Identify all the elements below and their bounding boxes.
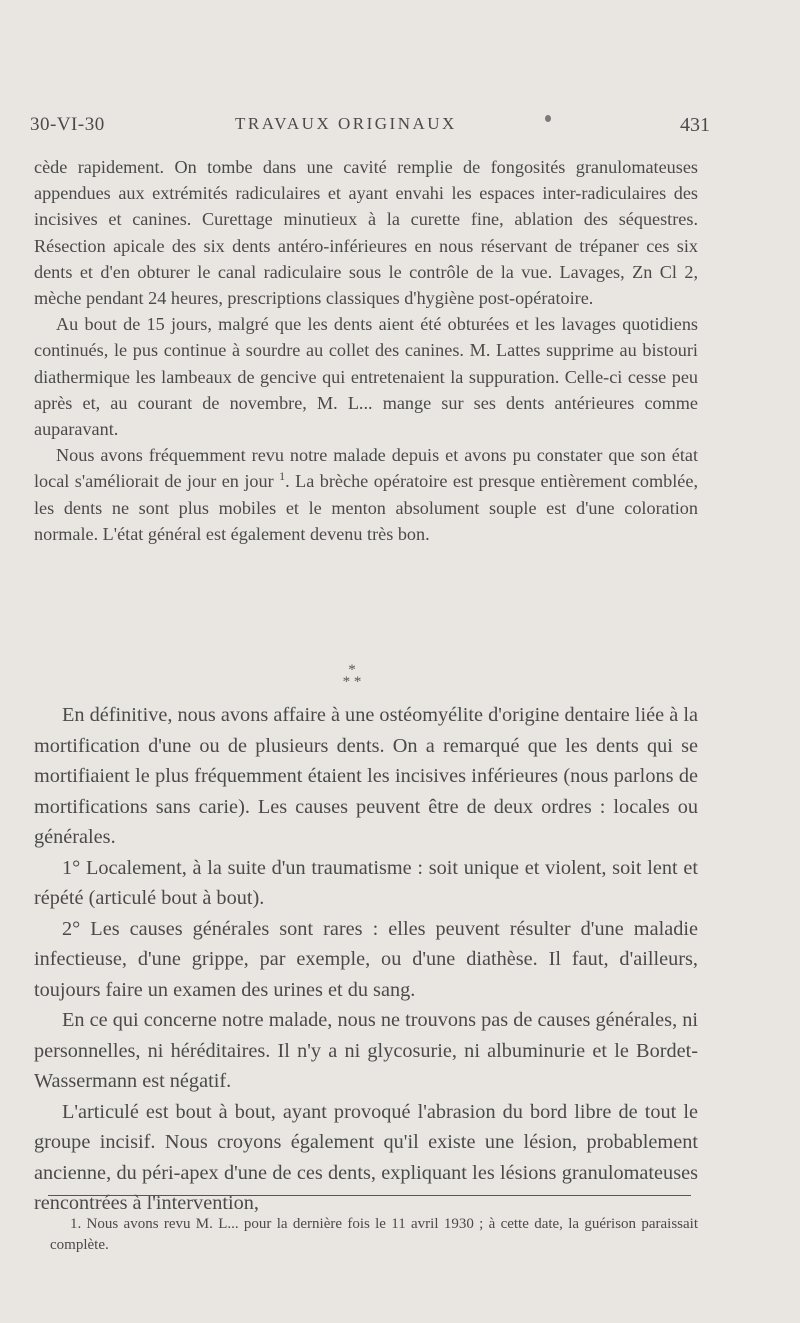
- asterism-top: *: [348, 662, 356, 678]
- header-date: 30-VI-30: [30, 114, 105, 135]
- footnote-rule: [48, 1195, 691, 1196]
- asterism-bottom: * *: [342, 674, 362, 690]
- paragraph: 2° Les causes générales sont rares : elles peuvent résulter d'une maladie infectieuse, d'une grippe, par exemple, ou d'une diathèse. Il faut, d'ailleurs, toujours faire un examen des urines et du sang.: [34, 917, 698, 1001]
- paragraph: Au bout de 15 jours, malgré que les dents aient été obturées et les lavages quotidiens continués, le pus continue à sourdre au collet des canines. M. Lattes supprime au bistouri diathermique les lambeaux de gencive qui entretenaient la suppuration. Celle-ci cesse peu après et, au courant de novembre, M. L... mange sur ses dents antérieures comme auparavant.: [34, 314, 698, 440]
- paragraph: 1° Localement, à la suite d'un traumatisme : soit unique et violent, soit lent et répété (articulé bout à bout).: [34, 856, 698, 909]
- footnote-text: 1. Nous avons revu M. L... pour la dernière fois le 11 avril 1930 ; à cette date, la guérison paraissait complète.: [50, 1216, 698, 1253]
- paragraph: [34, 442, 698, 547]
- footnote: [50, 1214, 698, 1256]
- running-header: [30, 114, 710, 144]
- small-text-block: [34, 154, 698, 547]
- paragraph-text: Nous avons fréquemment revu notre malade depuis et avons pu constater que son état local s'améliorait de jour en jour: [34, 445, 698, 492]
- ink-speck: [545, 115, 551, 122]
- large-text-block: [34, 700, 698, 1219]
- paragraph: En ce qui concerne notre malade, nous ne trouvons pas de causes générales, ni personnelles, ni héréditaires. Il n'y a ni glycosurie, ni albuminurie et le Bordet-Wassermann est négatif.: [34, 1009, 698, 1092]
- header-title: TRAVAUX ORIGINAUX: [235, 114, 457, 133]
- paragraph-text: . La brèche opératoire est presque entièrement comblée, les dents ne sont plus mobiles et le menton absolument souple est d'une coloration normale. L'état général est également devenu très bon.: [34, 471, 699, 544]
- paragraph: L'articulé est bout à bout, ayant provoqué l'abrasion du bord libre de tout le groupe incisif. Nous croyons également qu'il existe une lésion, probablement ancienne, du péri-apex d'une de ces dents, expliquant les lésions granulomateuses rencontrées à l'intervention,: [34, 1100, 698, 1214]
- footnote-ref: 1: [279, 469, 286, 484]
- page-number: 431: [680, 114, 710, 136]
- paragraph: cède rapidement. On tombe dans une cavité remplie de fongosités granulomateuses appendues aux extrémités radiculaires et ayant envahi les espaces inter-radiculaires des incisives et canines. Curettage minutieux à la curette fine, ablation des séquestres. Résection apicale des six dents antéro-inférieures en nous réservant de trépaner ces six dents et d'en obturer le canal radiculaire sous le contrôle de la vue. Lavages, Zn Cl 2, mèche pendant 24 heures, prescriptions classiques d'hygiène post-opératoire.: [34, 157, 698, 309]
- section-separator: [322, 664, 382, 688]
- paragraph: En définitive, nous avons affaire à une ostéomyélite d'origine dentaire liée à la mortification d'une ou de plusieurs dents. On a remarqué que les dents qui se mortifiaient le plus fréquemment étaient les incisives inférieures (nous parlons de mortifications sans carie). Les causes peuvent être de deux ordres : locales ou générales.: [34, 704, 698, 848]
